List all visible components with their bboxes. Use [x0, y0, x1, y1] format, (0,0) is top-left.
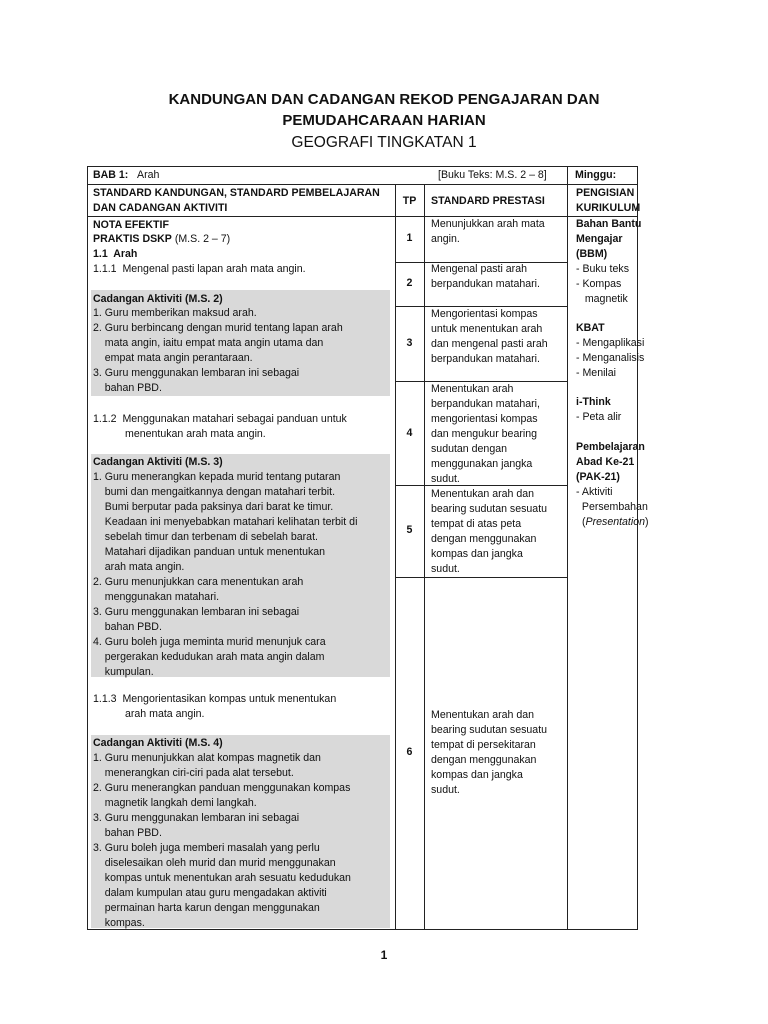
prestasi-line: bearing sudutan sesuatu — [431, 724, 548, 736]
topic-title: 1.1 Arah — [93, 248, 138, 260]
prestasi-line: berpandukan matahari, — [431, 398, 540, 410]
pak21-title: Abad Ke-21 — [576, 456, 635, 468]
prestasi-line: kompas dan jangka — [431, 548, 523, 560]
activity-title-1: Cadangan Aktiviti (M.S. 2) — [93, 293, 223, 305]
prestasi-line: dengan menggunakan — [431, 533, 537, 545]
ithink-title: i-Think — [576, 396, 611, 408]
prestasi-line: berpandukan matahari. — [431, 278, 540, 290]
bbm-title: (BBM) — [576, 248, 608, 260]
activity-line: empat mata angin perantaraan. — [93, 352, 253, 364]
tp-number-1: 1 — [406, 232, 413, 244]
activity-line: kompas untuk menentukan arah sesuatu kedudukan — [93, 872, 351, 884]
prestasi-line: bearing sudutan sesuatu — [431, 503, 548, 515]
document-subtitle: GEOGRAFI TINGKATAN 1 — [291, 134, 477, 151]
prestasi-line: menggunakan jangka — [431, 458, 533, 470]
activity-line: 1. Guru menunjukkan alat kompas magnetik dan — [93, 752, 321, 764]
activity-line: bahan PBD. — [93, 621, 162, 633]
document-title-line-1: KANDUNGAN DAN CADANGAN REKOD PENGAJARAN DAN — [168, 91, 600, 108]
prestasi-line: mengorientasi kompas — [431, 413, 538, 425]
activity-line: pergerakan kedudukan arah mata angin dalam — [93, 651, 325, 663]
activity-line: Matahari dijadikan panduan untuk menentukan — [93, 546, 326, 558]
buku-teks-reference: [Buku Teks: M.S. 2 – 8] — [438, 169, 547, 181]
learning-standard-112: 1.1.2 Menggunakan matahari sebagai panduan untuk — [93, 413, 347, 425]
header-tp: TP — [402, 195, 417, 207]
activity-line: 3. Guru menggunakan lembaran ini sebagai — [93, 367, 300, 379]
prestasi-line: angin. — [431, 233, 460, 245]
activity-line: arah mata angin. — [93, 561, 185, 573]
activity-line: Keadaan ini menyebabkan matahari kelihatan terbit di — [93, 516, 358, 528]
column-divider — [424, 184, 425, 930]
header-standard-kandungan-2: DAN CADANGAN AKTIVITI — [93, 202, 228, 214]
learning-standard-113-cont: arah mata angin. — [125, 708, 205, 720]
prestasi-line: Menentukan arah dan — [431, 488, 535, 500]
activity-line: bahan PBD. — [93, 827, 162, 839]
header-standard-kandungan: STANDARD KANDUNGAN, STANDARD PEMBELAJARAN — [93, 187, 380, 199]
bab-value: Arah — [137, 169, 160, 181]
activity-title-2: Cadangan Aktiviti (M.S. 3) — [93, 456, 223, 468]
nota-efektif: NOTA EFEKTIF — [93, 219, 169, 231]
prestasi-line: kompas dan jangka — [431, 769, 523, 781]
prestasi-line: Menentukan arah dan — [431, 709, 535, 721]
activity-line: magnetik langkah demi langkah. — [93, 797, 257, 809]
activity-title-3: Cadangan Aktiviti (M.S. 4) — [93, 737, 223, 749]
learning-standard-111: 1.1.1 Mengenal pasti lapan arah mata angin. — [93, 263, 306, 275]
header-standard-prestasi: STANDARD PRESTASI — [431, 195, 545, 207]
activity-line: Bumi berputar pada paksinya dari barat ke timur. — [93, 501, 334, 513]
activity-line: 1. Guru menerangkan kepada murid tentang putaran — [93, 471, 341, 483]
prestasi-line: sudutan dengan — [431, 443, 507, 455]
activity-line: 2. Guru berbincang dengan murid tentang lapan arah — [93, 322, 343, 334]
kbat-item: - Menilai — [576, 367, 617, 379]
row-divider — [87, 216, 638, 217]
level-divider — [395, 485, 568, 486]
prestasi-line: sudut. — [431, 563, 460, 575]
header-pengisian: PENGISIAN — [576, 187, 635, 199]
learning-standard-113: 1.1.3 Mengorientasikan kompas untuk menentukan — [93, 693, 337, 705]
tp-number-2: 2 — [406, 277, 413, 289]
activity-line: 2. Guru menunjukkan cara menentukan arah — [93, 576, 304, 588]
learning-standard-112-cont: menentukan arah mata angin. — [125, 428, 266, 440]
activity-line: diselesaikan oleh murid dan murid menggunakan — [93, 857, 336, 869]
prestasi-line: sudut. — [431, 473, 460, 485]
prestasi-line: tempat di atas peta — [431, 518, 522, 530]
kbat-title: KBAT — [576, 322, 605, 334]
bbm-item: magnetik — [576, 293, 628, 305]
tp-number-5: 5 — [406, 524, 413, 536]
prestasi-line: sudut. — [431, 784, 460, 796]
praktis-dskp: PRAKTIS DSKP (M.S. 2 – 7) — [93, 233, 231, 245]
activity-line: 3. Guru boleh juga memberi masalah yang perlu — [93, 842, 320, 854]
bbm-item: - Buku teks — [576, 263, 629, 275]
activity-line: 2. Guru menerangkan panduan menggunakan kompas — [93, 782, 351, 794]
level-divider — [395, 577, 568, 578]
row-divider — [87, 184, 638, 185]
tp-number-4: 4 — [406, 427, 413, 439]
bbm-title: Mengajar — [576, 233, 623, 245]
pak21-item: Persembahan — [576, 501, 648, 513]
activity-line: 3. Guru menggunakan lembaran ini sebagai — [93, 606, 300, 618]
kbat-item: - Mengaplikasi — [576, 337, 645, 349]
pak21-title: (PAK-21) — [576, 471, 620, 483]
activity-line: mata angin, iaitu empat mata angin utama dan — [93, 337, 324, 349]
activity-line: sebelah timur dan terbenam di sebelah barat. — [93, 531, 318, 543]
activity-line: 3. Guru menggunakan lembaran ini sebagai — [93, 812, 300, 824]
activity-line: bahan PBD. — [93, 382, 162, 394]
prestasi-line: tempat di persekitaran — [431, 739, 536, 751]
bbm-item: - Kompas — [576, 278, 622, 290]
prestasi-line: Menentukan arah — [431, 383, 514, 395]
activity-line: menerangkan ciri-ciri pada alat tersebut. — [93, 767, 294, 779]
column-divider — [567, 166, 568, 930]
activity-line: 4. Guru boleh juga meminta murid menunjuk cara — [93, 636, 326, 648]
pak21-item-italic: (Presentation) — [582, 516, 649, 528]
prestasi-line: untuk menentukan arah — [431, 323, 543, 335]
tp-number-3: 3 — [406, 337, 413, 349]
activity-line: bumi dan mengaitkannya dengan matahari terbit. — [93, 486, 336, 498]
prestasi-line: Mengorientasi kompas — [431, 308, 538, 320]
prestasi-line: dan mengenal pasti arah — [431, 338, 548, 350]
activity-line: 1. Guru memberikan maksud arah. — [93, 307, 257, 319]
bbm-title: Bahan Bantu — [576, 218, 642, 230]
ithink-item: - Peta alir — [576, 411, 622, 423]
bab-label: BAB 1: — [93, 169, 129, 181]
activity-line: dalam kumpulan atau guru mengadakan aktiviti — [93, 887, 327, 899]
header-kurikulum: KURIKULUM — [576, 202, 641, 214]
kbat-item: - Menganalisis — [576, 352, 645, 364]
activity-line: kumpulan. — [93, 666, 154, 678]
activity-line: menggunakan matahari. — [93, 591, 220, 603]
prestasi-line: Mengenal pasti arah — [431, 263, 527, 275]
pak21-title: Pembelajaran — [576, 441, 645, 453]
column-divider — [395, 184, 396, 930]
prestasi-line: dengan menggunakan — [431, 754, 537, 766]
activity-line: kompas. — [93, 917, 145, 929]
prestasi-line: berpandukan matahari. — [431, 353, 540, 365]
tp-number-6: 6 — [406, 746, 413, 758]
activity-line: permainan harta karun dengan menggunakan — [93, 902, 320, 914]
prestasi-line: Menunjukkan arah mata — [431, 218, 545, 230]
prestasi-line: dan mengukur bearing — [431, 428, 538, 440]
pak21-item: - Aktiviti — [576, 486, 613, 498]
minggu-label: Minggu: — [575, 169, 617, 181]
document-title-line-2: PEMUDAHCARAAN HARIAN — [282, 112, 486, 129]
page-number: 1 — [380, 948, 388, 962]
